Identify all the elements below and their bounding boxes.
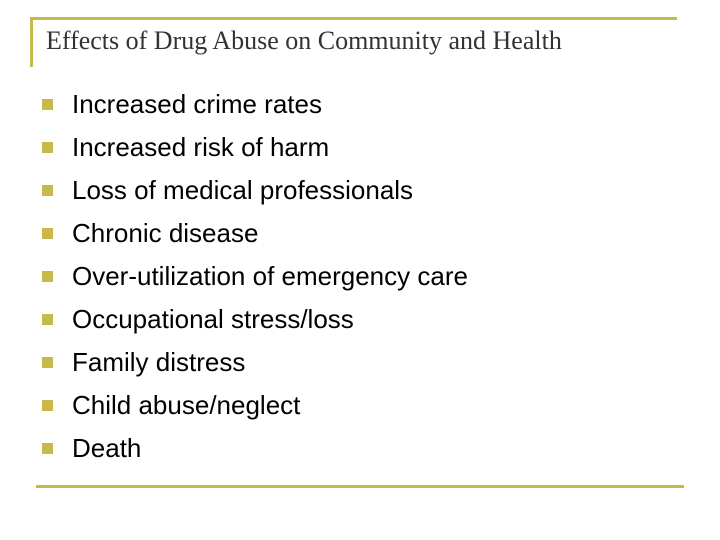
bullet-item — [42, 83, 468, 126]
square-bullet-icon — [42, 400, 53, 411]
bullet-item — [42, 255, 468, 298]
bullet-text: Increased crime rates — [72, 89, 322, 119]
bullet-item — [42, 212, 468, 255]
bullet-text: Loss of medical professionals — [72, 175, 414, 205]
bullet-item — [42, 427, 468, 470]
bottom-divider — [36, 485, 684, 488]
bullet-list — [42, 83, 468, 470]
bullet-item — [42, 126, 468, 169]
title-frame-left-rule — [30, 17, 33, 67]
title-frame-top-rule — [30, 17, 677, 20]
bullet-item — [42, 169, 468, 212]
bullet-text: Chronic disease — [72, 218, 259, 248]
square-bullet-icon — [42, 99, 53, 110]
bullet-item — [42, 298, 468, 341]
square-bullet-icon — [42, 314, 53, 325]
bullet-text: Death — [72, 433, 142, 463]
bullet-text: Child abuse/neglect — [72, 390, 301, 420]
bullet-text: Occupational stress/loss — [72, 304, 354, 334]
bullet-text: Increased risk of harm — [72, 132, 330, 162]
square-bullet-icon — [42, 185, 53, 196]
square-bullet-icon — [42, 357, 53, 368]
bullet-item — [42, 384, 468, 427]
square-bullet-icon — [42, 228, 53, 239]
square-bullet-icon — [42, 142, 53, 153]
bullet-text: Over-utilization of emergency care — [72, 261, 468, 291]
bullet-text: Family distress — [72, 347, 246, 377]
square-bullet-icon — [42, 271, 53, 282]
square-bullet-icon — [42, 443, 53, 454]
bullet-item — [42, 341, 468, 384]
slide-title: Effects of Drug Abuse on Community and Health — [46, 26, 562, 55]
